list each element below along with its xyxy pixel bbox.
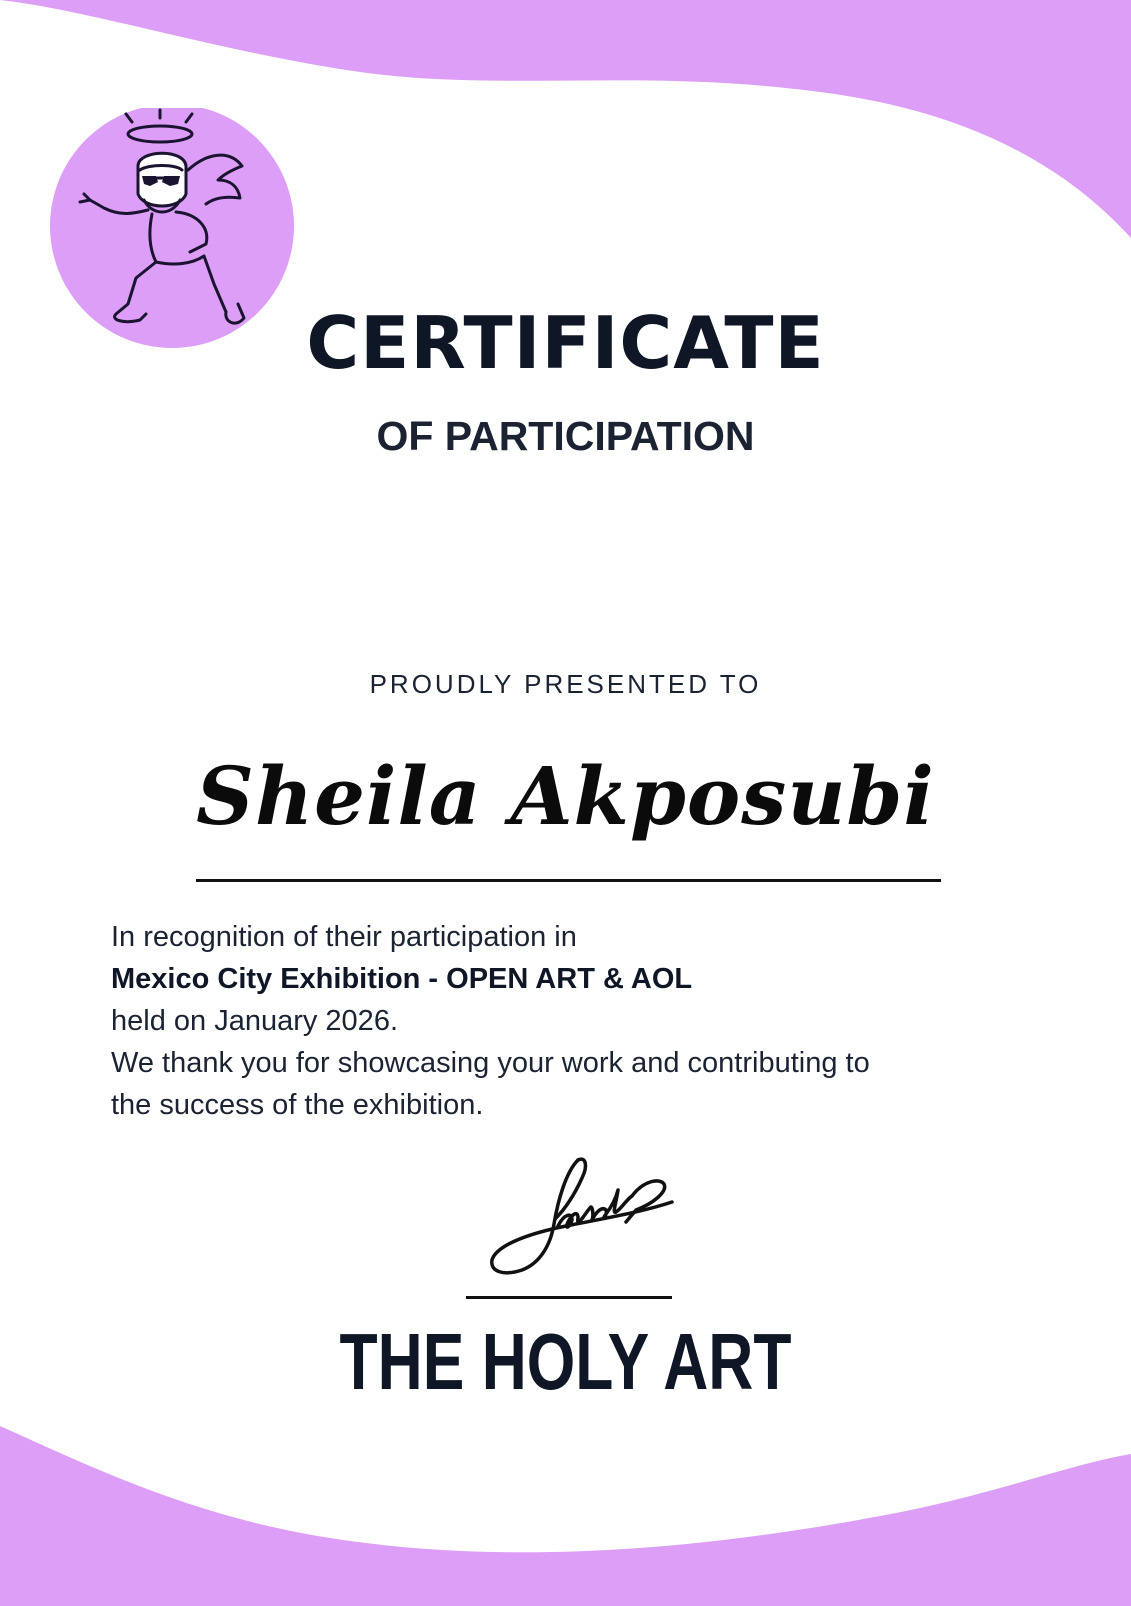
certificate-title: CERTIFICATE xyxy=(306,301,825,385)
certificate-subtitle: OF PARTICIPATION xyxy=(376,413,755,459)
signature-icon xyxy=(446,1152,696,1302)
thanks-line-1: We thank you for showcasing your work and contributing to xyxy=(111,1047,870,1079)
presented-to-label: PROUDLY PRESENTED TO xyxy=(369,669,762,699)
recipient-name: Sheila Akposubi xyxy=(196,749,935,843)
thanks-line-2: the success of the exhibition. xyxy=(111,1089,484,1121)
name-underline xyxy=(196,879,941,882)
recognition-line-1: In recognition of their participation in xyxy=(111,921,577,953)
recognition-text xyxy=(111,916,1071,1126)
signature-line xyxy=(466,1296,672,1299)
event-name: Mexico City Exhibition - OPEN ART & AOL xyxy=(111,963,693,995)
organization-name: THE HOLY ART xyxy=(339,1317,792,1406)
event-date-line: held on January 2026. xyxy=(111,1005,398,1037)
